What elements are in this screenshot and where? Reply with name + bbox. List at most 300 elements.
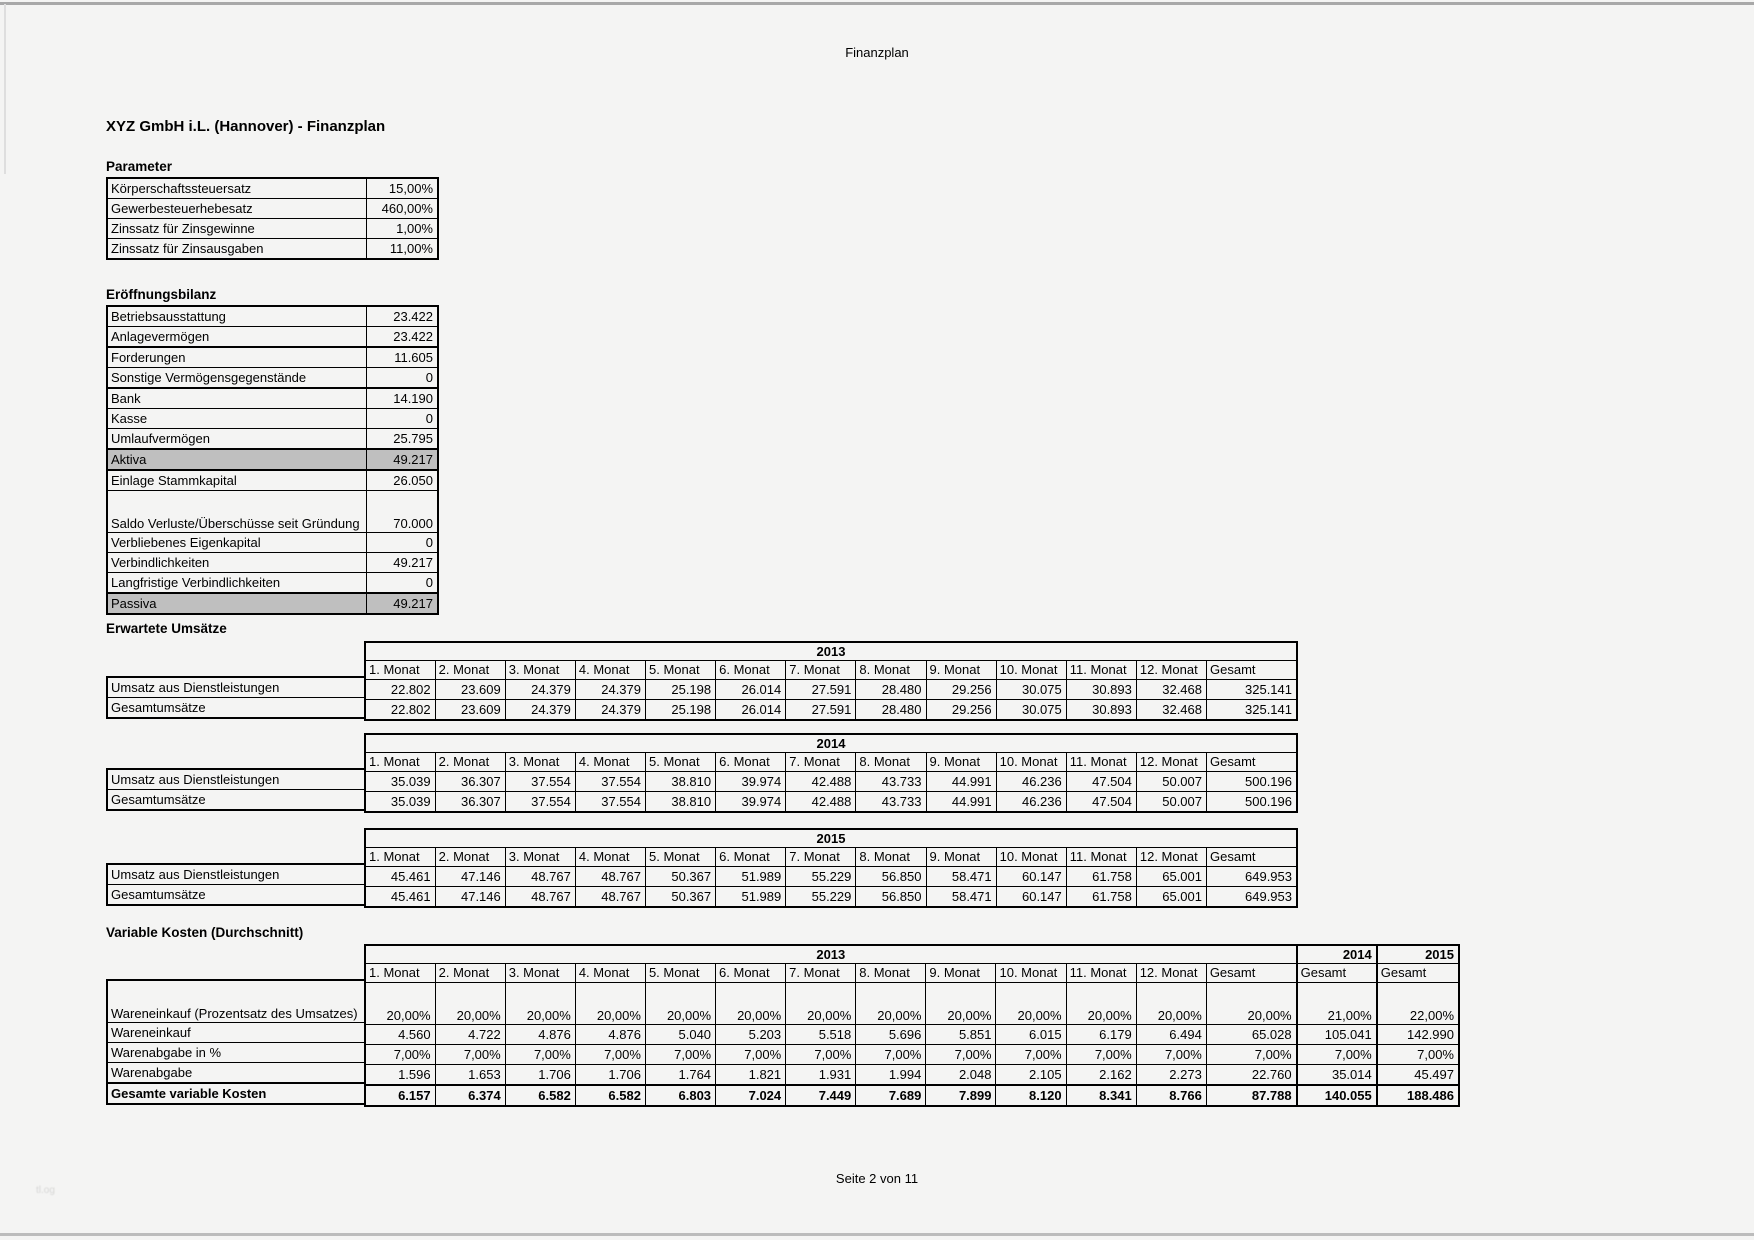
revenue-value-cell: 37.554	[575, 772, 645, 792]
revenue-value-cell: 325.141	[1207, 700, 1298, 721]
month-header-row	[365, 964, 1459, 983]
parameter-row	[107, 239, 438, 260]
opening-balance-value-cell: 0	[366, 409, 438, 429]
year-header-row	[365, 642, 1297, 661]
month-header-cell: 2. Monat	[435, 848, 505, 867]
parameter-value-cell: 460,00%	[366, 199, 438, 219]
gesamt-header-cell: Gesamt	[1297, 964, 1377, 983]
opening-balance-value-cell: 26.050	[366, 470, 438, 491]
revenue-value-cell: 24.379	[575, 700, 645, 721]
cost-value-cell: 7.689	[856, 1085, 926, 1106]
opening-balance-row	[107, 306, 438, 327]
opening-balance-value-cell: 0	[366, 533, 438, 553]
revenue-value-cell: 37.554	[505, 792, 575, 813]
cost-row-label-cell: Wareneinkauf (Prozentsatz des Umsatzes)	[107, 980, 365, 1023]
cost-value-cell: 4.722	[435, 1025, 505, 1045]
revenue-value-cell: 58.471	[926, 867, 996, 887]
revenue-label-row	[107, 677, 365, 698]
month-header-cell: 12. Monat	[1136, 848, 1206, 867]
revenue-value-cell: 35.039	[365, 792, 435, 813]
cost-value-cell: 87.788	[1206, 1085, 1296, 1106]
revenue-value-cell: 65.001	[1136, 887, 1206, 908]
cost-year-total-cell: 140.055	[1297, 1085, 1377, 1106]
opening-balance-row	[107, 470, 438, 491]
revenue-value-cell: 48.767	[505, 867, 575, 887]
cost-value-cell: 5.696	[856, 1025, 926, 1045]
cost-value-cell: 2.048	[926, 1065, 996, 1086]
revenue-grid-2014	[364, 733, 1298, 813]
cost-year-total-cell: 45.497	[1377, 1065, 1459, 1086]
parameter-value-cell: 15,00%	[366, 178, 438, 199]
opening-balance-row	[107, 368, 438, 389]
month-header-cell: 9. Monat	[926, 964, 996, 983]
cost-value-cell: 2.162	[1066, 1065, 1136, 1086]
revenue-value-cell: 28.480	[856, 680, 926, 700]
cost-label-row	[107, 1083, 365, 1104]
cost-value-cell: 20,00%	[786, 983, 856, 1025]
revenue-value-cell: 500.196	[1207, 792, 1298, 813]
month-header-cell: 9. Monat	[926, 848, 996, 867]
cost-year-total-cell: 21,00%	[1297, 983, 1377, 1025]
parameter-label-cell: Körperschaftssteuersatz	[107, 178, 366, 199]
cost-value-cell: 7,00%	[856, 1045, 926, 1065]
page-header-title: Finanzplan	[845, 45, 909, 60]
revenue-data-row	[365, 700, 1297, 721]
scan-edge-top	[0, 2, 1754, 5]
opening-balance-label-cell: Kasse	[107, 409, 366, 429]
revenue-value-cell: 48.767	[575, 867, 645, 887]
month-header-cell: 5. Monat	[646, 753, 716, 772]
cost-value-cell: 6.157	[365, 1085, 435, 1106]
cost-value-cell: 7,00%	[1066, 1045, 1136, 1065]
opening-balance-label-cell: Umlaufvermögen	[107, 429, 366, 450]
parameter-section-title: Parameter	[106, 159, 173, 174]
revenue-value-cell: 30.893	[1066, 680, 1136, 700]
variable-costs-labels	[106, 979, 366, 1105]
month-header-cell: 1. Monat	[365, 964, 435, 983]
year-header-cell: 2015	[1377, 945, 1459, 964]
cost-value-cell: 6.803	[645, 1085, 715, 1106]
cost-value-cell: 7,00%	[435, 1045, 505, 1065]
opening-balance-table	[106, 305, 439, 615]
revenue-value-cell: 649.953	[1207, 887, 1298, 908]
cost-value-cell: 20,00%	[365, 983, 435, 1025]
revenue-value-cell: 39.974	[716, 772, 786, 792]
revenue-value-cell: 28.480	[856, 700, 926, 721]
revenue-value-cell: 37.554	[505, 772, 575, 792]
cost-value-cell: 20,00%	[1136, 983, 1206, 1025]
revenue-grid-2015	[364, 828, 1298, 908]
cost-value-cell: 8.766	[1136, 1085, 1206, 1106]
cost-value-cell: 20,00%	[926, 983, 996, 1025]
revenue-value-cell: 39.974	[716, 792, 786, 813]
revenue-value-cell: 56.850	[856, 887, 926, 908]
revenue-value-cell: 26.014	[716, 680, 786, 700]
cost-value-cell: 7,00%	[1206, 1045, 1296, 1065]
parameter-label-cell: Gewerbesteuerhebesatz	[107, 199, 366, 219]
revenue-value-cell: 44.991	[926, 772, 996, 792]
cost-year-total-cell: 22,00%	[1377, 983, 1459, 1025]
cost-value-cell: 20,00%	[996, 983, 1066, 1025]
cost-value-cell: 7,00%	[716, 1045, 786, 1065]
revenue-value-cell: 30.075	[996, 700, 1066, 721]
revenue-value-cell: 30.075	[996, 680, 1066, 700]
revenue-value-cell: 47.146	[435, 887, 505, 908]
cost-value-cell: 20,00%	[645, 983, 715, 1025]
cost-value-cell: 4.876	[505, 1025, 575, 1045]
cost-value-cell: 6.582	[505, 1085, 575, 1106]
cost-value-cell: 7,00%	[996, 1045, 1066, 1065]
cost-data-row	[365, 1045, 1459, 1065]
cost-label-row	[107, 980, 365, 1023]
month-header-cell: 11. Monat	[1066, 964, 1136, 983]
cost-data-row	[365, 1025, 1459, 1045]
revenue-data-row	[365, 680, 1297, 700]
cost-value-cell: 5.203	[716, 1025, 786, 1045]
month-header-cell: 9. Monat	[926, 661, 996, 680]
year-header-cell: 2014	[1297, 945, 1377, 964]
year-header-row	[365, 734, 1297, 753]
cost-value-cell: 7,00%	[365, 1045, 435, 1065]
revenue-value-cell: 38.810	[646, 772, 716, 792]
parameter-row	[107, 178, 438, 199]
month-header-cell: 6. Monat	[716, 753, 786, 772]
opening-balance-value-cell: 0	[366, 573, 438, 594]
month-header-cell: 3. Monat	[505, 661, 575, 680]
year-header-cell: 2013	[365, 642, 1297, 661]
scan-edge-bottom	[0, 1233, 1754, 1236]
parameter-value-cell: 1,00%	[366, 219, 438, 239]
cost-row-label-cell: Gesamte variable Kosten	[107, 1083, 365, 1104]
revenue-value-cell: 47.504	[1066, 772, 1136, 792]
revenue-label-row	[107, 864, 365, 885]
month-header-cell: 10. Monat	[996, 848, 1066, 867]
month-header-cell: 11. Monat	[1066, 661, 1136, 680]
year-header-cell: 2014	[365, 734, 1297, 753]
revenue-value-cell: 47.146	[435, 867, 505, 887]
revenue-value-cell: 32.468	[1136, 700, 1206, 721]
month-header-row	[365, 753, 1297, 772]
cost-value-cell: 6.494	[1136, 1025, 1206, 1045]
month-header-cell: 12. Monat	[1136, 753, 1206, 772]
month-header-cell: 9. Monat	[926, 753, 996, 772]
month-header-cell: 3. Monat	[505, 848, 575, 867]
cost-value-cell: 7.449	[786, 1085, 856, 1106]
revenue-value-cell: 47.504	[1066, 792, 1136, 813]
month-header-cell: 4. Monat	[575, 848, 645, 867]
revenue-labels-2013	[106, 676, 366, 719]
revenue-row-label-cell: Gesamtumsätze	[107, 698, 365, 719]
opening-balance-row	[107, 573, 438, 594]
opening-balance-label-cell: Forderungen	[107, 347, 366, 368]
cost-value-cell: 2.273	[1136, 1065, 1206, 1086]
revenue-value-cell: 42.488	[786, 792, 856, 813]
cost-value-cell: 1.706	[505, 1065, 575, 1086]
parameter-table	[106, 177, 439, 260]
cost-value-cell: 7.024	[716, 1085, 786, 1106]
month-header-cell: Gesamt	[1207, 848, 1298, 867]
cost-year-total-cell: 7,00%	[1377, 1045, 1459, 1065]
opening-balance-section-title: Eröffnungsbilanz	[106, 287, 217, 302]
revenue-value-cell: 65.001	[1136, 867, 1206, 887]
revenue-value-cell: 60.147	[996, 867, 1066, 887]
opening-balance-label-cell: Langfristige Verbindlichkeiten	[107, 573, 366, 594]
revenue-value-cell: 44.991	[926, 792, 996, 813]
month-header-cell: 8. Monat	[856, 964, 926, 983]
revenue-row-label-cell: Umsatz aus Dienstleistungen	[107, 864, 365, 885]
revenue-value-cell: 50.367	[646, 867, 716, 887]
month-header-cell: 1. Monat	[365, 848, 435, 867]
cost-label-row	[107, 1063, 365, 1084]
revenue-value-cell: 23.609	[435, 700, 505, 721]
revenue-value-cell: 55.229	[786, 887, 856, 908]
opening-balance-label-cell: Betriebsausstattung	[107, 306, 366, 327]
month-header-cell: 3. Monat	[505, 753, 575, 772]
revenue-value-cell: 325.141	[1207, 680, 1298, 700]
revenue-value-cell: 37.554	[575, 792, 645, 813]
month-header-cell: 4. Monat	[575, 661, 645, 680]
cost-value-cell: 65.028	[1206, 1025, 1296, 1045]
month-header-cell: 1. Monat	[365, 753, 435, 772]
revenue-value-cell: 36.307	[435, 772, 505, 792]
cost-value-cell: 7,00%	[645, 1045, 715, 1065]
opening-balance-row	[107, 491, 438, 533]
revenue-value-cell: 500.196	[1207, 772, 1298, 792]
month-header-cell: 7. Monat	[786, 848, 856, 867]
revenue-label-row	[107, 698, 365, 719]
revenue-label-row	[107, 769, 365, 790]
month-header-cell: 8. Monat	[856, 661, 926, 680]
month-header-cell: 2. Monat	[435, 964, 505, 983]
revenue-value-cell: 38.810	[646, 792, 716, 813]
month-header-cell: 5. Monat	[646, 661, 716, 680]
watermark: tl.og	[36, 1185, 55, 1196]
revenue-value-cell: 55.229	[786, 867, 856, 887]
revenue-value-cell: 649.953	[1207, 867, 1298, 887]
cost-year-total-cell: 142.990	[1377, 1025, 1459, 1045]
cost-value-cell: 5.040	[645, 1025, 715, 1045]
cost-row-label-cell: Warenabgabe in %	[107, 1043, 365, 1063]
opening-balance-label-cell: Anlagevermögen	[107, 327, 366, 348]
cost-value-cell: 20,00%	[1206, 983, 1296, 1025]
revenue-value-cell: 60.147	[996, 887, 1066, 908]
revenue-value-cell: 45.461	[365, 867, 435, 887]
cost-row-label-cell: Warenabgabe	[107, 1063, 365, 1084]
revenue-grid-2013	[364, 641, 1298, 721]
scan-edge-left	[4, 4, 6, 174]
opening-balance-row	[107, 533, 438, 553]
cost-value-cell: 22.760	[1206, 1065, 1296, 1086]
cost-value-cell: 1.821	[716, 1065, 786, 1086]
month-header-cell: Gesamt	[1207, 661, 1298, 680]
cost-label-row	[107, 1023, 365, 1043]
cost-value-cell: 4.876	[575, 1025, 645, 1045]
revenue-value-cell: 43.733	[856, 792, 926, 813]
revenue-label-row	[107, 790, 365, 811]
cost-value-cell: 20,00%	[856, 983, 926, 1025]
opening-balance-row	[107, 449, 438, 470]
opening-balance-label-cell: Verbindlichkeiten	[107, 553, 366, 573]
revenue-row-label-cell: Gesamtumsätze	[107, 790, 365, 811]
revenue-value-cell: 32.468	[1136, 680, 1206, 700]
revenue-value-cell: 25.198	[646, 680, 716, 700]
parameter-row	[107, 219, 438, 239]
cost-value-cell: 7,00%	[1136, 1045, 1206, 1065]
revenue-value-cell: 24.379	[575, 680, 645, 700]
revenue-value-cell: 48.767	[505, 887, 575, 908]
cost-label-row	[107, 1043, 365, 1063]
revenue-value-cell: 48.767	[575, 887, 645, 908]
opening-balance-row	[107, 429, 438, 450]
year-header-row	[365, 945, 1459, 964]
opening-balance-value-cell: 14.190	[366, 388, 438, 409]
revenue-data-row	[365, 792, 1297, 813]
opening-balance-row	[107, 553, 438, 573]
opening-balance-label-cell: Passiva	[107, 593, 366, 614]
revenue-value-cell: 50.367	[646, 887, 716, 908]
cost-value-cell: 8.120	[996, 1085, 1066, 1106]
revenue-value-cell: 25.198	[646, 700, 716, 721]
month-header-cell: 12. Monat	[1136, 964, 1206, 983]
revenue-value-cell: 56.850	[856, 867, 926, 887]
month-header-row	[365, 661, 1297, 680]
cost-value-cell: 6.179	[1066, 1025, 1136, 1045]
month-header-cell: 12. Monat	[1136, 661, 1206, 680]
cost-row-label-cell: Wareneinkauf	[107, 1023, 365, 1043]
cost-value-cell: 1.994	[856, 1065, 926, 1086]
month-header-row	[365, 848, 1297, 867]
variable-costs-section-title: Variable Kosten (Durchschnitt)	[106, 925, 304, 940]
month-header-cell: 3. Monat	[505, 964, 575, 983]
revenue-value-cell: 50.007	[1136, 792, 1206, 813]
revenue-row-label-cell: Umsatz aus Dienstleistungen	[107, 677, 365, 698]
revenue-value-cell: 24.379	[505, 700, 575, 721]
revenue-row-label-cell: Umsatz aus Dienstleistungen	[107, 769, 365, 790]
revenue-data-row	[365, 772, 1297, 792]
year-header-cell: 2013	[365, 945, 1297, 964]
month-header-cell: 7. Monat	[786, 753, 856, 772]
revenue-value-cell: 22.802	[365, 680, 435, 700]
revenue-value-cell: 46.236	[996, 772, 1066, 792]
month-header-cell: 8. Monat	[856, 848, 926, 867]
revenue-labels-2015	[106, 863, 366, 906]
revenue-value-cell: 30.893	[1066, 700, 1136, 721]
opening-balance-value-cell: 11.605	[366, 347, 438, 368]
document-title: XYZ GmbH i.L. (Hannover) - Finanzplan	[106, 118, 386, 135]
month-header-cell: Gesamt	[1206, 964, 1296, 983]
month-header-cell: 7. Monat	[786, 964, 856, 983]
opening-balance-value-cell: 23.422	[366, 306, 438, 327]
cost-year-total-cell: 7,00%	[1297, 1045, 1377, 1065]
cost-value-cell: 2.105	[996, 1065, 1066, 1086]
opening-balance-value-cell: 0	[366, 368, 438, 389]
month-header-cell: 1. Monat	[365, 661, 435, 680]
revenue-value-cell: 23.609	[435, 680, 505, 700]
revenue-value-cell: 58.471	[926, 887, 996, 908]
revenue-value-cell: 51.989	[716, 887, 786, 908]
revenue-value-cell: 27.591	[786, 700, 856, 721]
opening-balance-value-cell: 49.217	[366, 593, 438, 614]
revenue-value-cell: 45.461	[365, 887, 435, 908]
year-header-cell: 2015	[365, 829, 1297, 848]
month-header-cell: 2. Monat	[435, 661, 505, 680]
revenue-value-cell: 46.236	[996, 792, 1066, 813]
revenue-value-cell: 26.014	[716, 700, 786, 721]
opening-balance-label-cell: Verbliebenes Eigenkapital	[107, 533, 366, 553]
opening-balance-value-cell: 49.217	[366, 449, 438, 470]
revenue-value-cell: 36.307	[435, 792, 505, 813]
cost-data-row	[365, 1085, 1459, 1106]
cost-data-row	[365, 1065, 1459, 1086]
month-header-cell: 10. Monat	[996, 753, 1066, 772]
revenue-value-cell: 35.039	[365, 772, 435, 792]
parameter-label-cell: Zinssatz für Zinsgewinne	[107, 219, 366, 239]
revenue-data-row	[365, 887, 1297, 908]
month-header-cell: 7. Monat	[786, 661, 856, 680]
opening-balance-row	[107, 347, 438, 368]
opening-balance-row	[107, 327, 438, 348]
cost-value-cell: 8.341	[1066, 1085, 1136, 1106]
cost-value-cell: 20,00%	[1066, 983, 1136, 1025]
revenue-labels-2014	[106, 768, 366, 811]
parameter-value-cell: 11,00%	[366, 239, 438, 260]
cost-value-cell: 4.560	[365, 1025, 435, 1045]
opening-balance-label-cell: Einlage Stammkapital	[107, 470, 366, 491]
revenue-value-cell: 29.256	[926, 680, 996, 700]
cost-value-cell: 7,00%	[505, 1045, 575, 1065]
month-header-cell: 4. Monat	[575, 753, 645, 772]
cost-value-cell: 20,00%	[435, 983, 505, 1025]
opening-balance-row	[107, 409, 438, 429]
revenue-value-cell: 61.758	[1066, 887, 1136, 908]
opening-balance-value-cell: 25.795	[366, 429, 438, 450]
cost-value-cell: 5.851	[926, 1025, 996, 1045]
revenue-value-cell: 29.256	[926, 700, 996, 721]
page-number-footer: Seite 2 von 11	[835, 1171, 919, 1186]
parameter-label-cell: Zinssatz für Zinsausgaben	[107, 239, 366, 260]
cost-value-cell: 7,00%	[786, 1045, 856, 1065]
opening-balance-value-cell: 70.000	[366, 491, 438, 533]
revenue-row-label-cell: Gesamtumsätze	[107, 885, 365, 906]
month-header-cell: 6. Monat	[716, 661, 786, 680]
parameter-row	[107, 199, 438, 219]
cost-value-cell: 7,00%	[575, 1045, 645, 1065]
revenue-value-cell: 22.802	[365, 700, 435, 721]
gesamt-header-cell: Gesamt	[1377, 964, 1459, 983]
revenue-value-cell: 50.007	[1136, 772, 1206, 792]
cost-value-cell: 6.015	[996, 1025, 1066, 1045]
year-header-row	[365, 829, 1297, 848]
month-header-cell: 4. Monat	[575, 964, 645, 983]
revenue-value-cell: 24.379	[505, 680, 575, 700]
month-header-cell: 5. Monat	[645, 964, 715, 983]
month-header-cell: 2. Monat	[435, 753, 505, 772]
cost-value-cell: 6.582	[575, 1085, 645, 1106]
opening-balance-row	[107, 593, 438, 614]
cost-value-cell: 6.374	[435, 1085, 505, 1106]
cost-value-cell: 5.518	[786, 1025, 856, 1045]
month-header-cell: 10. Monat	[996, 661, 1066, 680]
month-header-cell: Gesamt	[1207, 753, 1298, 772]
opening-balance-label-cell: Aktiva	[107, 449, 366, 470]
month-header-cell: 10. Monat	[996, 964, 1066, 983]
month-header-cell: 11. Monat	[1066, 848, 1136, 867]
opening-balance-value-cell: 23.422	[366, 327, 438, 348]
cost-value-cell: 1.596	[365, 1065, 435, 1086]
cost-year-total-cell: 105.041	[1297, 1025, 1377, 1045]
cost-value-cell: 7,00%	[926, 1045, 996, 1065]
cost-value-cell: 1.931	[786, 1065, 856, 1086]
